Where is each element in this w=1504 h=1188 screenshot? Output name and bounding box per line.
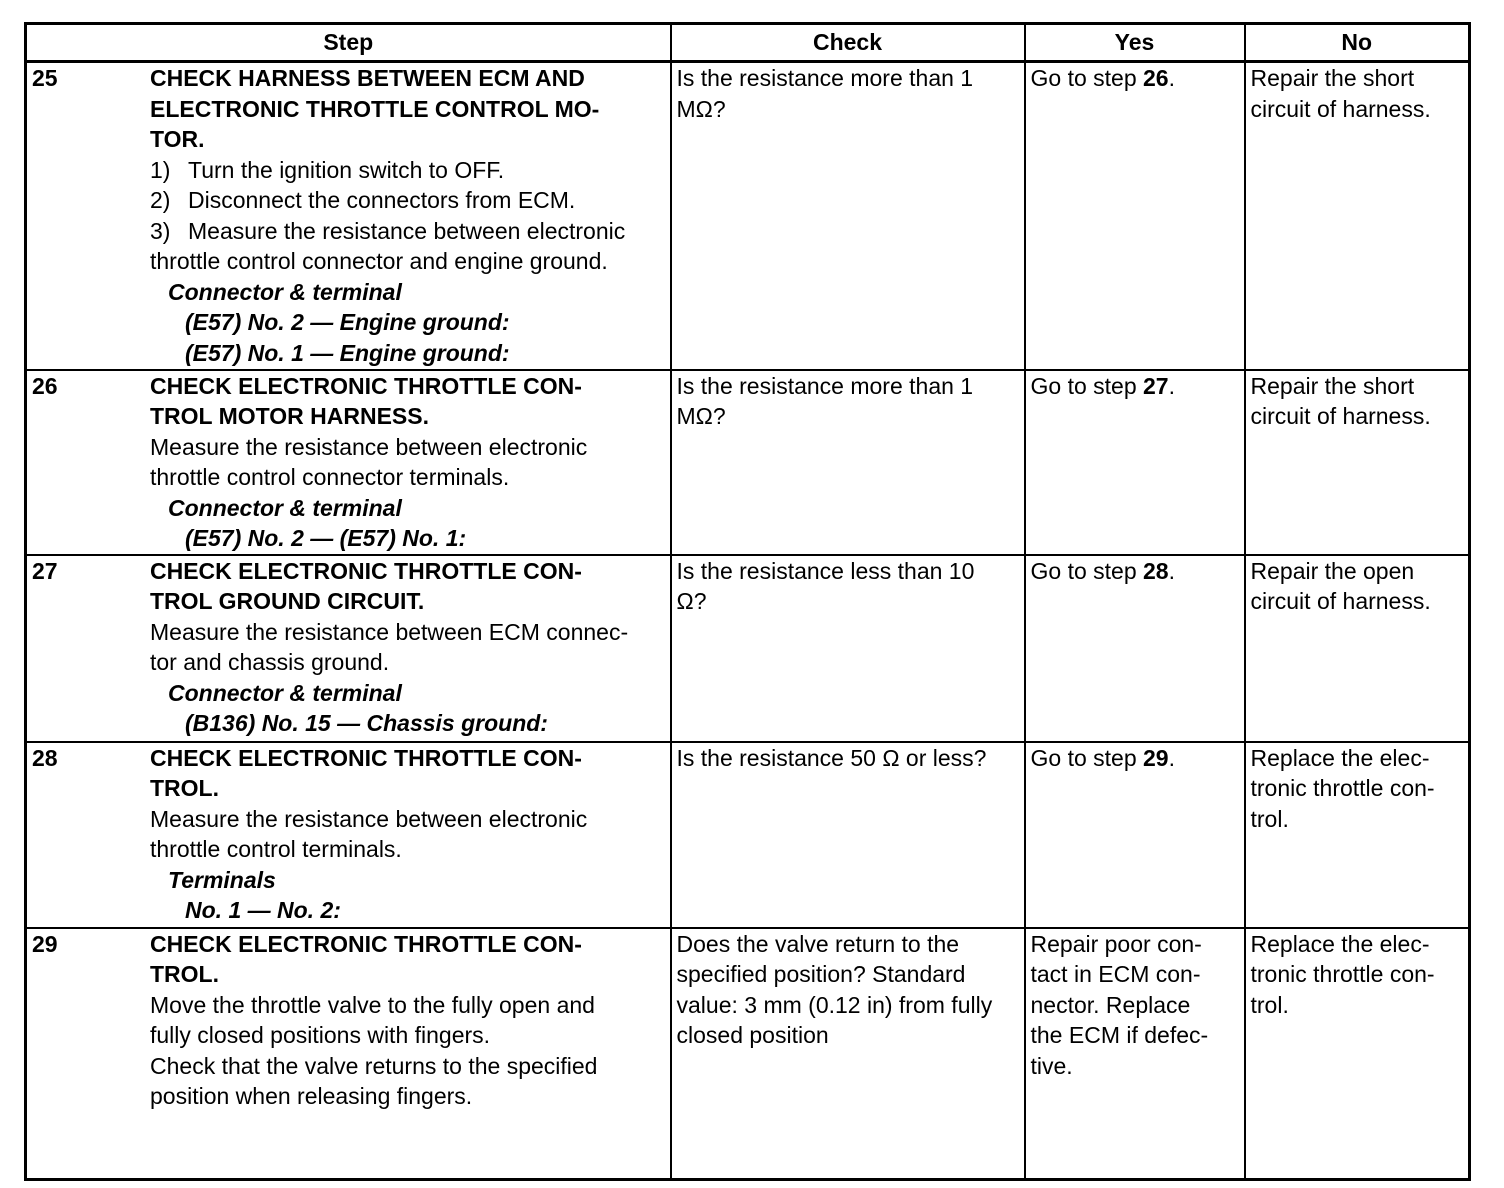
table-row [26, 62, 1470, 370]
header-yes: Yes [1025, 24, 1245, 62]
step-number: 27 [32, 557, 58, 584]
check-text: Is the resistance less than 10 [676, 557, 975, 584]
no-text: circuit of harness. [1250, 588, 1431, 614]
check-cell [671, 370, 1025, 555]
substep-text: Disconnect the connectors from ECM. [188, 187, 576, 213]
connector-terminal-label: Connector & terminal [168, 278, 402, 305]
yes-text: Repair poor con- [1030, 930, 1202, 957]
yes-text: Go to step [1030, 65, 1144, 91]
yes-text: Go to step [1030, 557, 1144, 584]
connector-terminal-item: (B136) No. 15 — Chassis ground: [185, 710, 548, 736]
step-cell [26, 742, 671, 928]
no-cell [1245, 62, 1470, 370]
step-text: Measure the resistance between ECM connec- [150, 618, 629, 645]
header-row [26, 24, 1470, 62]
yes-text: the ECM if defec- [1030, 1022, 1209, 1048]
yes-suffix: . [1168, 65, 1175, 91]
connector-terminal-item: (E57) No. 1 — Engine ground: [185, 339, 510, 366]
step-title: CHECK ELECTRONIC THROTTLE CON- [150, 930, 582, 957]
yes-text: tive. [1030, 1052, 1073, 1079]
step-title: CHECK ELECTRONIC THROTTLE CON- [150, 744, 582, 771]
check-text: closed position [676, 1022, 829, 1048]
no-text: Repair the short [1250, 65, 1415, 91]
connector-terminal-item: (E57) No. 2 — (E57) No. 1: [185, 525, 467, 551]
substep [150, 155, 666, 186]
yes-text: tact in ECM con- [1030, 961, 1201, 987]
header-no: No [1245, 24, 1470, 62]
connector-terminal-item: (E57) No. 2 — Engine ground: [185, 309, 510, 335]
step-text: Measure the resistance between electronic [150, 805, 588, 832]
table-row [26, 370, 1470, 555]
step-number: 26 [32, 372, 58, 399]
step-cell [26, 928, 671, 1180]
no-cell [1245, 555, 1470, 742]
check-text: MΩ? [676, 95, 726, 122]
yes-suffix: . [1168, 372, 1175, 399]
no-text: circuit of harness. [1250, 95, 1431, 122]
step-title: ELECTRONIC THROTTLE CONTROL MO- [150, 95, 600, 122]
yes-cell [1025, 555, 1245, 742]
diagnostic-table [24, 22, 1471, 1181]
connector-terminal-label: Connector & terminal [168, 494, 402, 521]
step-text: position when releasing fingers. [150, 1083, 473, 1109]
check-cell [671, 928, 1025, 1180]
check-text: Ω? [676, 588, 707, 614]
table-row [26, 555, 1470, 742]
step-text: throttle control connector terminals. [150, 464, 510, 490]
step-text: Measure the resistance between electronic [150, 433, 588, 460]
check-text: value: 3 mm (0.12 in) from fully [676, 991, 993, 1018]
connector-terminal-label: Connector & terminal [168, 679, 402, 706]
yes-text: Go to step [1030, 744, 1144, 771]
check-text: Is the resistance more than 1 [676, 372, 974, 399]
terminals-label: Terminals [168, 866, 276, 893]
step-text: Move the throttle valve to the fully open and [150, 991, 595, 1018]
step-text: Check that the valve returns to the specified [150, 1052, 598, 1079]
no-text: Replace the elec- [1250, 744, 1430, 771]
step-text: throttle control connector and engine ground. [150, 248, 608, 274]
check-text: MΩ? [676, 403, 726, 429]
no-text: tronic throttle con- [1250, 961, 1435, 987]
step-number: 29 [32, 930, 58, 957]
header-step: Step [26, 24, 671, 62]
no-text: circuit of harness. [1250, 403, 1431, 429]
check-text: Does the valve return to the [676, 930, 960, 957]
no-text: Repair the open [1250, 557, 1415, 584]
no-cell [1245, 370, 1470, 555]
yes-cell [1025, 370, 1245, 555]
step-cell [26, 555, 671, 742]
yes-step-number: 28 [1143, 557, 1169, 584]
no-text: Replace the elec- [1250, 930, 1430, 957]
yes-text: nector. Replace [1030, 991, 1191, 1018]
terminals-item: No. 1 — No. 2: [185, 897, 341, 923]
step-text: fully closed positions with fingers. [150, 1022, 491, 1048]
yes-cell [1025, 928, 1245, 1180]
yes-suffix: . [1168, 557, 1175, 584]
table-row [26, 928, 1470, 1180]
yes-cell [1025, 742, 1245, 928]
step-number: 28 [32, 744, 58, 771]
step-text: throttle control terminals. [150, 836, 402, 862]
substep [150, 185, 666, 216]
substep-text: Turn the ignition switch to OFF. [188, 156, 505, 183]
step-title: TROL GROUND CIRCUIT. [150, 588, 425, 614]
header-check: Check [671, 24, 1025, 62]
substep-number: 2) [150, 187, 171, 213]
substep-number: 3) [150, 217, 171, 244]
step-title: TROL MOTOR HARNESS. [150, 403, 429, 429]
yes-step-number: 29 [1143, 744, 1169, 771]
yes-step-number: 27 [1143, 372, 1169, 399]
step-cell [26, 62, 671, 370]
yes-suffix: . [1168, 744, 1175, 771]
step-title: CHECK HARNESS BETWEEN ECM AND [150, 65, 585, 91]
no-cell [1245, 928, 1470, 1180]
no-text: Repair the short [1250, 372, 1415, 399]
check-text: Is the resistance 50 Ω or less? [676, 744, 987, 771]
check-cell [671, 742, 1025, 928]
check-text: specified position? Standard [676, 961, 966, 987]
substep [150, 216, 666, 247]
check-cell [671, 555, 1025, 742]
no-text: tronic throttle con- [1250, 775, 1435, 801]
substep-text: Measure the resistance between electronic [188, 217, 626, 244]
step-title: TROL. [150, 961, 219, 987]
step-text: tor and chassis ground. [150, 649, 390, 675]
no-cell [1245, 742, 1470, 928]
no-text: trol. [1250, 805, 1289, 832]
step-number: 25 [32, 65, 58, 91]
yes-cell [1025, 62, 1245, 370]
step-cell [26, 370, 671, 555]
check-cell [671, 62, 1025, 370]
yes-step-number: 26 [1143, 65, 1169, 91]
step-title: CHECK ELECTRONIC THROTTLE CON- [150, 372, 582, 399]
step-title: TROL. [150, 775, 219, 801]
step-title: CHECK ELECTRONIC THROTTLE CON- [150, 557, 582, 584]
table-row [26, 742, 1470, 928]
no-text: trol. [1250, 991, 1289, 1018]
yes-text: Go to step [1030, 372, 1144, 399]
check-text: Is the resistance more than 1 [676, 65, 974, 91]
substep-number: 1) [150, 156, 171, 183]
step-title: TOR. [150, 126, 205, 152]
